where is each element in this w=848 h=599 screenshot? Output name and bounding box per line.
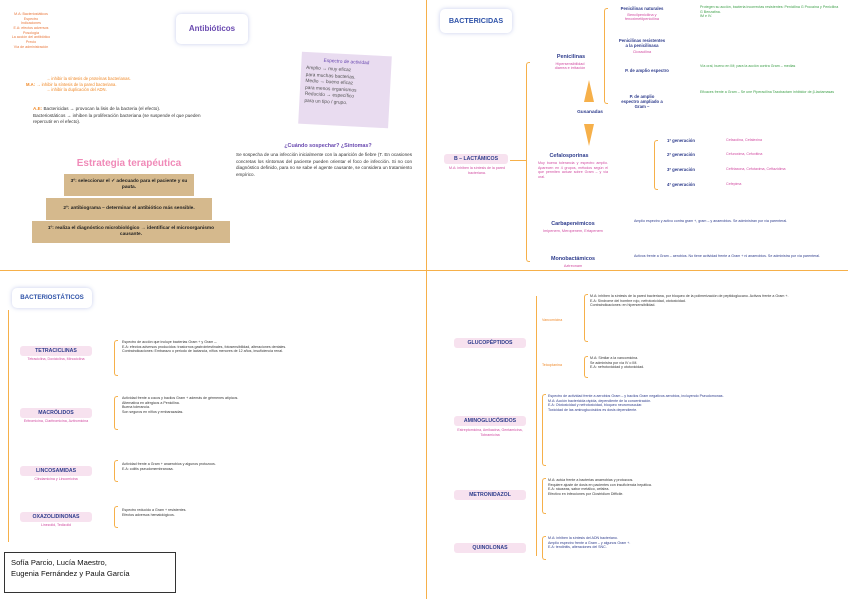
bacteriostaticos-title: BACTERIOSTÁTICOS xyxy=(12,288,92,308)
lincosamidas-sub: Clindamicina y Lincomicina xyxy=(34,477,78,481)
aminoglucosidos-sub: Estreptomicina, Amikacina, Gentamicina, Tobramicina xyxy=(457,428,523,437)
glucopeptidos-label: GLUCOPÉPTIDOS xyxy=(454,338,526,348)
macrolidos-sub: Eritromicina, Claritromicina, Azitromicina xyxy=(23,419,89,423)
strategy-title: Estrategia terapéutica xyxy=(76,158,182,169)
spectrum-note xyxy=(298,52,392,129)
legend-item: Precio xyxy=(25,40,37,45)
arrow-up-icon xyxy=(584,80,594,102)
cef-gen: 3ª generación xyxy=(666,167,696,172)
oxazolidinonas-label: OXAZOLIDINONAS xyxy=(20,512,92,522)
glucopeptidos-side: Teicoplanina xyxy=(542,363,562,367)
monobactamicos-sub: Aztreonam xyxy=(563,264,583,268)
aminoglucosidos-label: AMINOGLUCÓSIDOS xyxy=(454,416,526,426)
legend-item: Vía de administración xyxy=(13,44,49,49)
pen-group-desc: Vía oral, bueno en IM; para la acción contra Gram – medias xyxy=(700,64,796,68)
bracket xyxy=(542,478,546,514)
legend-item: E.A: efectos adversos xyxy=(13,26,49,31)
cefalosporinas-sub: Muy buena tolerancia y espectro amplio. Aparecen en 4 grupos, métodos según el que permiten actuar sobre Gram – y vía oral. xyxy=(538,161,608,180)
cef-gen-desc: Ceftriaxona, Cefotaxima, Ceftazidima xyxy=(726,167,786,171)
spectrum-line: Amplio → muy eficaz xyxy=(305,66,352,74)
bracket xyxy=(584,294,588,342)
quinolonas-label: QUINOLONAS xyxy=(454,543,526,553)
penicilinas-name: Penicilinas xyxy=(556,54,586,60)
bracket xyxy=(584,356,588,378)
connector xyxy=(510,160,526,161)
mech-line: → inhibir la duplicación del ADN. xyxy=(46,87,107,93)
aminoglucosidos-desc: Espectro de actividad frente a aerobios Gram – y bacilos Gram negativos aerobios, incluyendo Pseudomonas. M.A: Acción bactericida rápida, dependiente de la concentración. E.A: Ototoxicidad y nefrotoxicidad, bloqueo neuromuscular. Toxicidad de las aminoglucósidos es dosis dependiente. xyxy=(548,394,724,413)
quinolonas-desc: M.A: inhiben la síntesis del ADN bacteriano. Amplio espectro frente a Gram – y algunos Gram +. E.A: tendinitis, alteraciones del SNC. xyxy=(548,536,631,550)
carbapenemicos-desc: Amplio espectro y activo contra gram +, gram – y anaerobios. Se administran por vía parenteral. xyxy=(634,219,788,223)
arrow-down-icon xyxy=(584,124,594,146)
pen-group-label: P. de amplio espectro ampliado a Gram – xyxy=(621,94,663,109)
glucopeptidos-side: Vancomicina xyxy=(542,318,563,322)
spectrum-line: para un tipo / grupo. xyxy=(304,98,348,106)
ae-text-1: Bactericidas → provocan la lisis de la bacteria (el efecto). xyxy=(43,106,161,111)
lincosamidas-label: LINCOSAMIDAS xyxy=(20,466,92,476)
cef-gen: 1ª generación xyxy=(666,138,696,143)
legend-item: M.A: Bacteriostáticos xyxy=(14,12,48,16)
spectrum-line: Reducido → específico xyxy=(304,92,355,100)
monobactamicos-desc: Activos frente a Gram – aerobios. No tiene actividad frente a Gram + ni anaerobios. Se administra por vía parenteral. xyxy=(634,254,821,258)
bactericidas-title: BACTERICIDAS xyxy=(440,9,512,33)
antibioticos-title: Antibióticos xyxy=(176,14,248,44)
ae-text-2: Bacteriostáticos → inhiben la proliferación bacteriana (se suspende el que pueden repercutir en el efecto). xyxy=(33,112,201,125)
tetraciclinas-label: TETRACICLINAS xyxy=(20,346,92,356)
legend-item: Espectro xyxy=(23,16,39,21)
lincosamidas-desc: Actividad frente a Gram + anaerobios y algunos protozoos. E.A: colitis pseudomembranosa. xyxy=(122,462,216,471)
pen-group-label: Penicilinas naturales xyxy=(620,6,664,11)
spectrum-line: Medio → bueno eficaz xyxy=(305,79,354,87)
bracket xyxy=(542,394,546,466)
suspect-title: ¿Cuándo sospechar? ¿Síntomas? xyxy=(284,143,372,149)
cef-gen-desc: Cefazolina, Cefalexina xyxy=(726,138,762,142)
pen-group-desc: Protegen su acción, bacteria incorrectas resistentes: Penicilina G Procaína y Penicilina G Benzatina. IM e IV. xyxy=(700,5,839,19)
strategy-step-1: 1º: realiza el diagnóstico microbiológico → identificar el microorganismo causante. xyxy=(32,221,230,243)
vertical-divider xyxy=(426,0,427,599)
cef-gen: 2ª generación xyxy=(666,152,696,157)
cef-gen-desc: Cefuroxima, Cefoxitina xyxy=(726,152,763,156)
metronidazol-label: METRONIDAZOL xyxy=(454,490,526,500)
legend-item: Posología xyxy=(23,30,39,35)
bracket xyxy=(114,506,118,528)
carbapenemicos-sub: Imipenem, Meropenem, Ertapenem xyxy=(543,229,603,233)
legend-list xyxy=(6,12,56,49)
cef-gen: 4ª generación xyxy=(666,182,696,187)
connector xyxy=(8,310,9,542)
pen-group-sub: Cloxacilina xyxy=(632,50,652,54)
cefalosporinas-name: Cefalosporinas xyxy=(549,153,589,159)
mechanism-block xyxy=(26,76,216,93)
ae-block xyxy=(33,106,218,126)
cef-gen-desc: Cefepima xyxy=(726,182,742,186)
glucopeptidos-desc: M.A: inhiben la síntesis de la pared bacteriana, por bloqueo de la polimerización de peptidoglucano. Activos frente a Gram +. E.A: Síndrome del hombre rojo, nefrotoxicidad, ototoxicidad. Contraindicaciones: en hipersensibilidad. xyxy=(590,294,789,308)
strategy-step-3: 3º: seleccionar el ✓ adecuado para el paciente y su pauta. xyxy=(64,174,194,196)
bracket xyxy=(114,396,118,430)
authors-text: Sofía Parcio, Lucía Maestro, Eugenia Fernández y Paula García xyxy=(11,558,130,579)
oxazolidinonas-desc: Espectro reducido a Gram + resistentes. Efectos adversos hematológicos. xyxy=(122,508,187,517)
spectrum-title: Espectro de actividad xyxy=(323,58,370,67)
macrolidos-label: MACRÓLIDOS xyxy=(20,408,92,418)
legend-item: La acción del antibiótico xyxy=(11,35,51,40)
bracket xyxy=(114,460,118,482)
macrolidos-desc: Actividad frente a cocos y bacilos Gram + además de gérmenes atípicos. Alternativa en alérgicos a Penicilina. Buena tolerancia. Son seguros en niños y embarazadas. xyxy=(122,396,239,415)
suspect-text: Se sospecha de una infección inicialmente con la aparición de fiebre (T. En ocasiones concretas los síntomas del paciente pueden orientar el foco de infección. Si no con diagnóstico definido, para no se sabe el agente causante, se considera un tratamiento empírico. xyxy=(236,152,412,177)
monobactamicos-name: Monobactámicos xyxy=(550,256,596,262)
tetraciclinas-desc: Espectro de acción que incluye bacterias Gram + y Gram –. E.A: efectos adversos producidos: trastornos gastrointestinales, fotosensibilidad, alteraciones dentales. Contraindicaciones: Embarazo o periodo de lactancia, niños menores de 12 años, insuficiencia renal. xyxy=(122,340,287,354)
cef-brace xyxy=(654,140,658,190)
pen-group-desc: Eficaces frente a Gram – Se une Piperacilina Tazobactam inhibidor de β-lactamasas xyxy=(700,90,835,94)
horizontal-divider xyxy=(0,270,848,271)
pen-group-sub: Bencilpenicilina y fenoximetilpenicilina xyxy=(625,13,659,21)
connector xyxy=(536,296,537,556)
mech-label: M.A: xyxy=(26,81,36,87)
mech-line: → inhibir la síntesis de la pared bacteriana. xyxy=(36,81,117,87)
mech-line: → inhibir la síntesis de proteínas bacterianas. xyxy=(46,76,131,81)
carbapenemicos-name: Carbapenémicos xyxy=(551,221,595,227)
betalactamicos-label: B – LACTÁMICOS xyxy=(444,154,508,164)
tetraciclinas-sub: Tetraciclina, Doxiciclina, Minociclina xyxy=(27,357,85,361)
metronidazol-desc: M.A: actúa frente a bacterias anaerobias y protozoos. Requiere ajuste de dosis en pacientes con insuficiencia hepática. E.A: náuseas, sabor metálico, cefalea. Efectivo en infecciones por Clostridium Difficile. xyxy=(548,478,652,497)
pen-group-label: Penicilinas resistentes a la penicilinasa xyxy=(618,38,666,48)
pen-group-label: P. de amplio espectro xyxy=(625,68,669,73)
legend-item: Indicaciones xyxy=(21,21,41,26)
betalactamicos-sub: M.A: inhiben la síntesis de la pared bacteriana. xyxy=(449,166,505,175)
bracket xyxy=(114,340,118,376)
bracket xyxy=(542,536,546,560)
center-label: Gusanadas xyxy=(577,110,603,115)
glucopeptidos-desc: M.A: Similar a la vancomicina. Se administra por vía IV o IM. E.A: nefrotoxicidad y ototoxicidad. xyxy=(590,356,645,370)
penicilinas-sub: Hipersensibilidad diarrea e irritación xyxy=(554,62,586,70)
oxazolidinonas-sub: Linezolid, Tedizolid xyxy=(40,523,72,527)
strategy-step-2: 2º: antibiograma – determinar el antibiótico más sensible. xyxy=(46,198,212,220)
ae-label: A.E: xyxy=(33,106,43,111)
spectrum-line: para muchas bacterias. xyxy=(305,72,356,81)
spectrum-line: para menos organismos xyxy=(304,85,357,94)
authors-box xyxy=(4,552,176,593)
penicilinas-brace xyxy=(604,8,608,104)
